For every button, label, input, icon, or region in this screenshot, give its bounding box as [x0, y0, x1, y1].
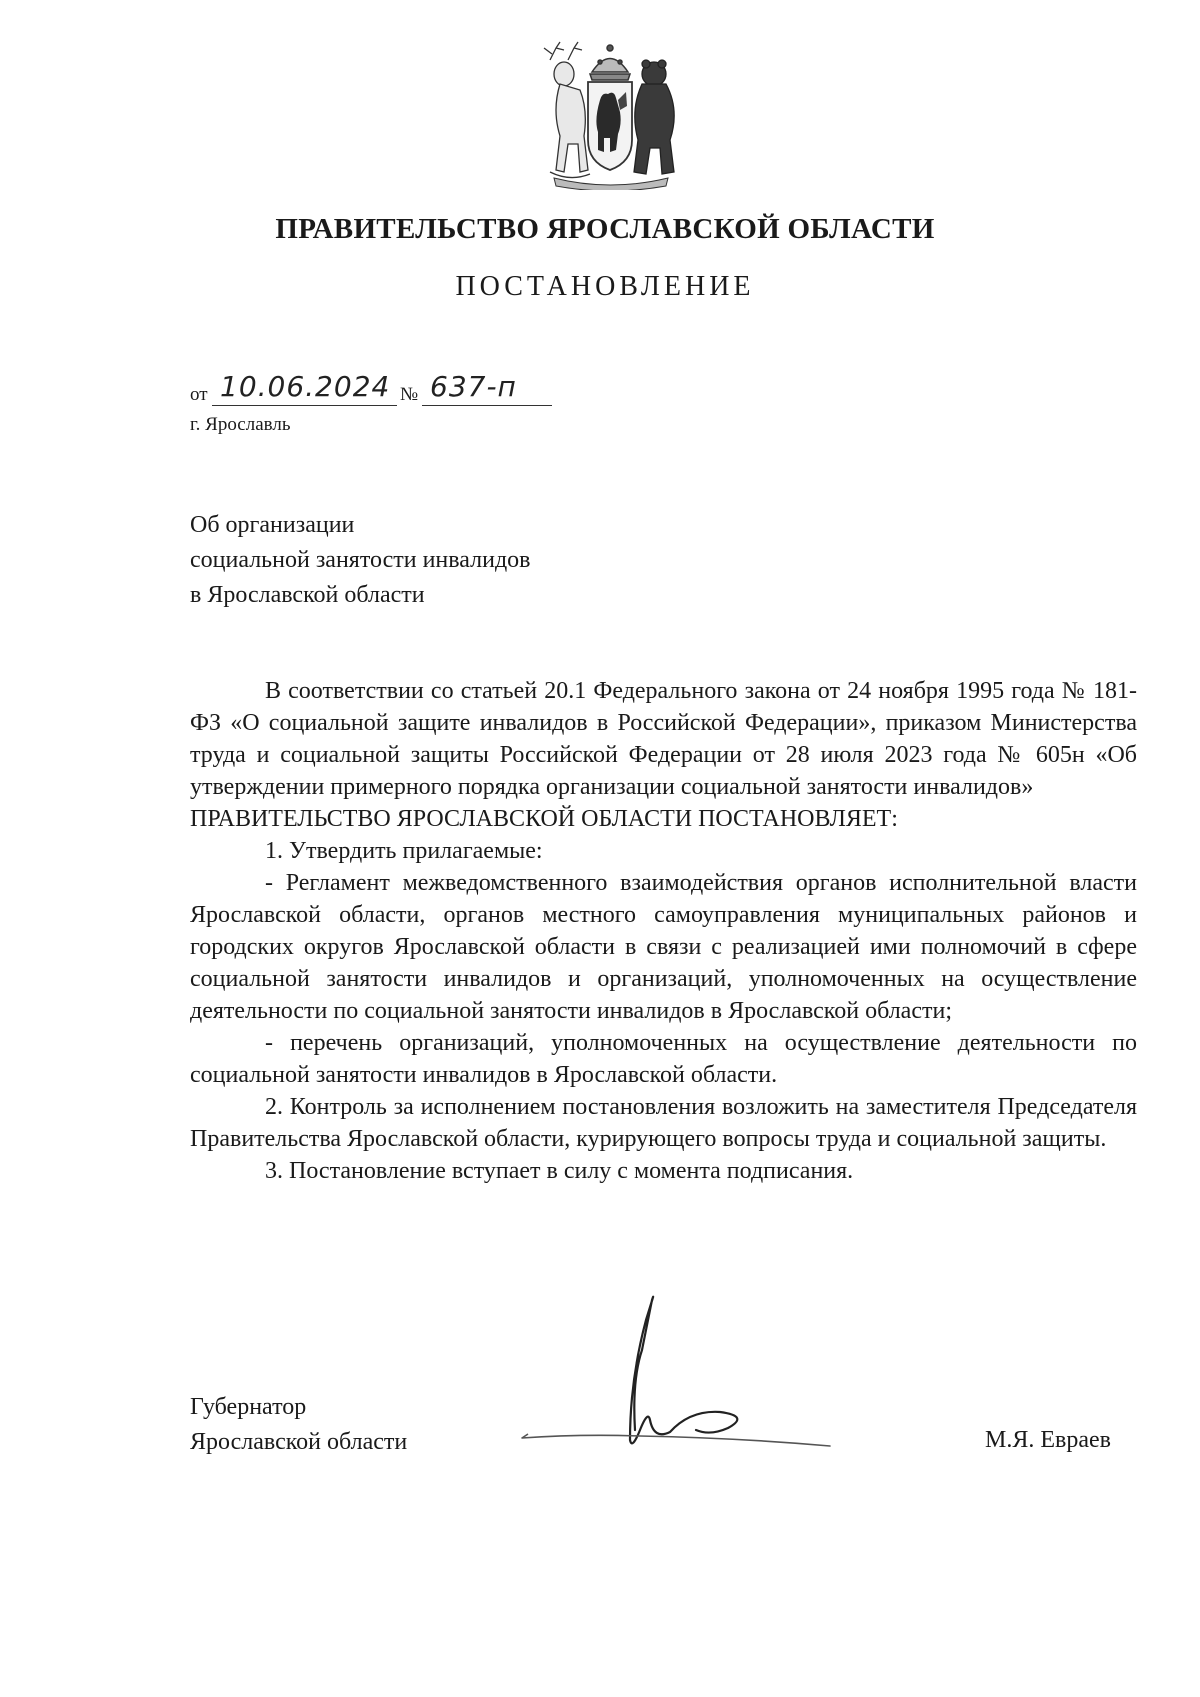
signer-name: М.Я. Евраев [985, 1427, 1111, 1453]
signer-position [190, 1390, 407, 1460]
city: г. Ярославль [190, 414, 291, 435]
item-3-paragraph: 3. Постановление вступает в силу с момента подписания. [265, 1158, 854, 1184]
document-subject [190, 508, 531, 613]
subject-line: социальной занятости инвалидов [190, 547, 531, 573]
signer-position-line: Ярославской области [190, 1429, 408, 1455]
date-number-line [190, 370, 610, 410]
item-1-list-paragraph: - перечень организаций, уполномоченных на осуществление деятельности по социальной занятости инвалидов в Ярославской области. [190, 1030, 1137, 1088]
preamble-paragraph: В соответствии со статьей 20.1 Федерального закона от 24 ноября 1995 года № 181-ФЗ «О социальной защите инвалидов в Российской Федерации», приказом Министерства труда и социальной защиты Российской Федерации от 28 июля 2023 года № 605н «Об утверждении примерного порядка организации социальной занятости инвалидов» [190, 678, 1137, 800]
date-underline [212, 405, 397, 406]
handwritten-signature-icon [520, 1290, 920, 1480]
subject-line: Об организации [190, 512, 355, 538]
coat-of-arms-icon [530, 40, 690, 190]
government-title: ПРАВИТЕЛЬСТВО ЯРОСЛАВСКОЙ ОБЛАСТИ [275, 213, 935, 245]
signer-position-line: Губернатор [190, 1394, 307, 1420]
resolution-clause: ПРАВИТЕЛЬСТВО ЯРОСЛАВСКОЙ ОБЛАСТИ ПОСТАНОВЛЯЕТ: [190, 806, 898, 832]
number-underline [422, 405, 552, 406]
subject-line: в Ярославской области [190, 582, 425, 608]
number-prefix: № [400, 384, 419, 405]
date-value: 10.06.2024 [220, 370, 391, 403]
document-body [190, 675, 1137, 1187]
item-2-paragraph: 2. Контроль за исполнением постановления возложить на заместителя Председателя Правительства Ярославской области, курирующего вопросы труда и социальной защиты. [190, 1094, 1137, 1152]
document-type: ПОСТАНОВЛЕНИЕ [455, 271, 755, 302]
date-prefix: от [190, 384, 208, 405]
item-1-regulation-paragraph: - Регламент межведомственного взаимодействия органов исполнительной власти Ярославской области, органов местного самоуправления муниципальных районов и городских округов Ярославской области в связи с реализацией ими полномочий в сфере социальной занятости инвалидов и организаций, уполномоченных на осуществление деятельности по социальной занятости инвалидов в Ярославской области; [190, 870, 1137, 1024]
number-value: 637-п [430, 370, 517, 403]
item-1-paragraph: 1. Утвердить прилагаемые: [265, 838, 543, 864]
